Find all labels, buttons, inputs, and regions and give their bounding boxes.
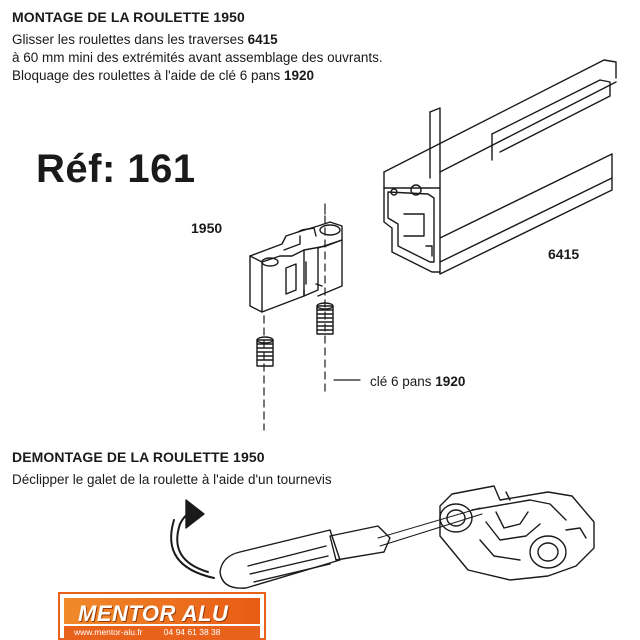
montage-line-3: Bloquage des roulettes à l'aide de clé 6 pans 1920 — [12, 68, 315, 83]
montage-line-2: à 60 mm mini des extrémités avant assemblage des ouvrants. — [12, 50, 383, 65]
demontage-title: DEMONTAGE DE LA ROULETTE 1950 — [12, 449, 265, 465]
rotation-arrow-icon — [171, 500, 214, 578]
logo-band — [64, 598, 260, 624]
roulette-1950-drawing — [250, 222, 342, 312]
montage-title: MONTAGE DE LA ROULETTE 1950 — [12, 9, 245, 25]
roulette-demontage-drawing — [440, 486, 594, 580]
montage-line-1: Glisser les roulettes dans les traverses 6415 — [12, 32, 278, 47]
set-screw-drawing — [257, 303, 333, 366]
logo-contact — [64, 626, 260, 638]
label-6415: 6415 — [548, 246, 580, 262]
screwdriver-drawing — [220, 508, 482, 588]
reference-number: Réf: 161 — [36, 147, 196, 191]
demontage-instruction: Déclipper le galet de la roulette à l'aide d'un tournevis — [12, 472, 332, 487]
logo-name: MENTOR ALU — [78, 601, 229, 626]
mentor-alu-logo — [58, 592, 266, 640]
label-1950: 1950 — [191, 220, 223, 236]
logo-website: www.mentor-alu.fr — [74, 627, 143, 637]
label-cle: clé 6 pans 1920 — [370, 374, 466, 389]
profile-6415-drawing — [384, 60, 616, 274]
logo-phone: 04 94 61 38 38 — [163, 627, 221, 637]
